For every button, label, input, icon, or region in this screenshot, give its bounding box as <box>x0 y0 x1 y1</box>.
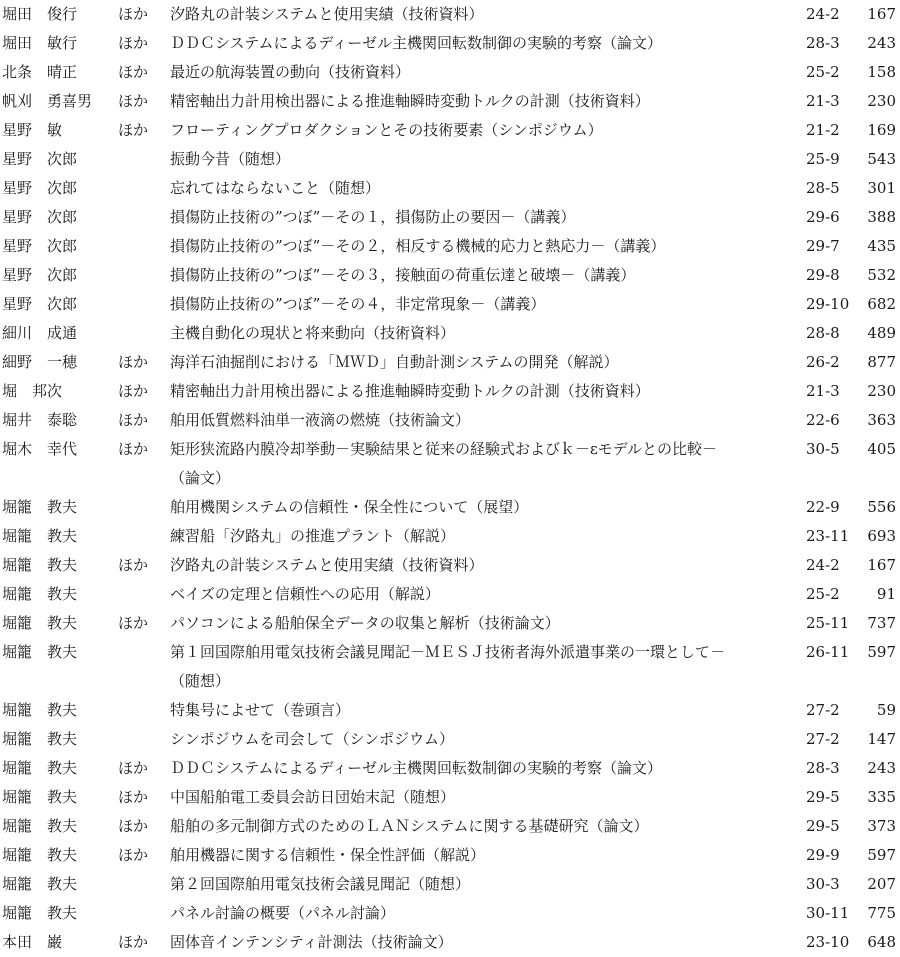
author-name: 堀田 俊行 <box>2 5 78 23</box>
article-title <box>170 145 810 174</box>
index-entry <box>0 609 900 638</box>
article-title-line: 海洋石油掘削における「ＭＷＤ」自動計測システムの開発（解説） <box>170 353 619 371</box>
article-title-line: パソコンによる船舶保全データの収集と解析（技術論文） <box>170 614 560 632</box>
article-title-line: ＤＤＣシステムによるディーゼル主機関回転数制御の実験的考察（論文） <box>170 34 663 52</box>
page-number: 682 <box>867 295 896 313</box>
article-title <box>170 377 810 406</box>
article-title <box>170 87 810 116</box>
article-title <box>170 319 810 348</box>
author-name: 帆刈 勇喜男 <box>2 92 93 110</box>
page-number: 335 <box>867 788 896 806</box>
article-title-line: 第２回国際舶用電気技術会議見聞記（随想） <box>170 875 471 893</box>
page-number: 158 <box>867 63 896 81</box>
page-number: 597 <box>867 643 896 661</box>
volume-issue: 30-5 <box>806 440 840 458</box>
article-title-line: 損傷防止技術の”つぼ”－その４，非定常現象－（講義） <box>170 295 546 313</box>
index-entry <box>0 841 900 870</box>
author-name: 星野 次郎 <box>2 179 78 197</box>
volume-issue: 26-11 <box>806 643 850 661</box>
volume-issue: 22-6 <box>806 411 840 429</box>
page-number: 435 <box>867 237 896 255</box>
article-title <box>170 551 810 580</box>
article-title-line: 舶用低質燃料油単一液滴の燃焼（技術論文） <box>170 411 471 429</box>
coauthors-marker: ほか <box>118 353 149 371</box>
article-title <box>170 638 810 696</box>
coauthors-marker: ほか <box>118 411 149 429</box>
article-title <box>170 261 810 290</box>
page-number: 737 <box>867 614 896 632</box>
volume-issue: 28-3 <box>806 759 840 777</box>
coauthors-marker: ほか <box>118 556 149 574</box>
volume-issue: 21-3 <box>806 92 840 110</box>
volume-issue: 25-2 <box>806 585 840 603</box>
index-entry <box>0 261 900 290</box>
index-entry <box>0 377 900 406</box>
index-entry <box>0 435 900 493</box>
author-name: 堀籠 教夫 <box>2 817 78 835</box>
volume-issue: 29-5 <box>806 817 840 835</box>
coauthors-marker: ほか <box>118 34 149 52</box>
article-title-line: 最近の航海装置の動向（技術資料） <box>170 63 411 81</box>
volume-issue: 29-5 <box>806 788 840 806</box>
article-title-line: シンポジウムを司会して（シンポジウム） <box>170 730 454 748</box>
page-number: 230 <box>867 382 896 400</box>
index-entry <box>0 58 900 87</box>
volume-issue: 21-3 <box>806 382 840 400</box>
index-entry <box>0 174 900 203</box>
article-title-line: ＤＤＣシステムによるディーゼル主機関回転数制御の実験的考察（論文） <box>170 759 663 777</box>
author-name: 堀籠 教夫 <box>2 498 78 516</box>
article-title-line: 損傷防止技術の”つぼ”－その３，接触面の荷重伝達と破壊－（講義） <box>170 266 636 284</box>
author-name: 星野 敏 <box>2 121 63 139</box>
article-title-line: 振動今昔（随想） <box>170 150 291 168</box>
index-entry <box>0 812 900 841</box>
volume-issue: 27-2 <box>806 730 840 748</box>
author-name: 北条 晴正 <box>2 63 78 81</box>
author-name: 堀籠 教夫 <box>2 527 78 545</box>
volume-issue: 27-2 <box>806 701 840 719</box>
article-title-line: 舶用機関システムの信頼性・保全性について（展望） <box>170 498 529 516</box>
volume-issue: 25-11 <box>806 614 850 632</box>
article-title-line: 忘れてはならないこと（随想） <box>170 179 381 197</box>
volume-issue: 29-8 <box>806 266 840 284</box>
article-title <box>170 232 810 261</box>
article-title-line: 第１回国際舶用電気技術会議見聞記－ＭＥＳＪ技術者海外派遣事業の一環として－ <box>170 643 726 661</box>
index-entry <box>0 290 900 319</box>
article-title-line: 汐路丸の計装システムと使用実績（技術資料） <box>170 556 484 574</box>
volume-issue: 24-2 <box>806 5 840 23</box>
page-number: 169 <box>867 121 896 139</box>
index-entry <box>0 87 900 116</box>
volume-issue: 25-2 <box>806 63 840 81</box>
index-entry <box>0 696 900 725</box>
coauthors-marker: ほか <box>118 933 149 951</box>
author-name: 堀籠 教夫 <box>2 643 78 661</box>
index-entry <box>0 116 900 145</box>
article-title <box>170 754 810 783</box>
article-title <box>170 493 810 522</box>
author-name: 本田 巌 <box>2 933 63 951</box>
page-number: 693 <box>867 527 896 545</box>
article-title <box>170 203 810 232</box>
article-title-line: 固体音インテンシティ計測法（技術論文） <box>170 933 453 951</box>
article-title-line: 舶用機器に関する信頼性・保全性評価（解説） <box>170 846 486 864</box>
index-entry <box>0 29 900 58</box>
article-title <box>170 406 810 435</box>
article-title <box>170 725 810 754</box>
author-name: 堀籠 教夫 <box>2 846 78 864</box>
volume-issue: 23-11 <box>806 527 850 545</box>
volume-issue: 22-9 <box>806 498 840 516</box>
article-title-line: 矩形狭流路内膜冷却挙動－実験結果と従来の経験式およびｋ－εモデルとの比較－ <box>170 440 718 458</box>
article-title-line: 船舶の多元制御方式のためのＬＡＮシステムに関する基礎研究（論文） <box>170 817 649 835</box>
article-title-line: ベイズの定理と信頼性への応用（解説） <box>170 585 440 603</box>
article-title <box>170 29 810 58</box>
page-number: 489 <box>867 324 896 342</box>
article-title-line: 特集号によせて（巻頭言） <box>170 701 351 719</box>
article-title <box>170 58 810 87</box>
page-number: 167 <box>867 5 896 23</box>
author-name: 堀籠 教夫 <box>2 875 78 893</box>
author-name: 細川 成通 <box>2 324 78 342</box>
article-title <box>170 870 810 899</box>
page-number: 405 <box>867 440 896 458</box>
page-number: 388 <box>867 208 896 226</box>
index-entry <box>0 348 900 377</box>
author-name: 堀木 幸代 <box>2 440 78 458</box>
index-entry <box>0 522 900 551</box>
page-number: 243 <box>867 759 896 777</box>
volume-issue: 25-9 <box>806 150 840 168</box>
article-title <box>170 580 810 609</box>
coauthors-marker: ほか <box>118 817 149 835</box>
index-entry <box>0 551 900 580</box>
author-name: 堀籠 教夫 <box>2 759 78 777</box>
coauthors-marker: ほか <box>118 63 149 81</box>
article-title-line: 主機自動化の現状と将来動向（技術資料） <box>170 324 456 342</box>
coauthors-marker: ほか <box>118 92 149 110</box>
page-number: 91 <box>876 585 896 603</box>
author-name: 堀籠 教夫 <box>2 556 78 574</box>
article-title-line: 中国船舶電工委員会訪日団始末記（随想） <box>170 788 456 806</box>
page-number: 532 <box>867 266 896 284</box>
article-title-line: フローティングプロダクションとその技術要素（シンポジウム） <box>170 121 603 139</box>
article-title-line: 損傷防止技術の”つぼ”－その１，損傷防止の要因－（講義） <box>170 208 576 226</box>
article-title-continuation: （論文） <box>170 469 231 487</box>
author-name: 堀籠 教夫 <box>2 788 78 806</box>
index-entry <box>0 493 900 522</box>
page-number: 877 <box>867 353 896 371</box>
index-entry <box>0 870 900 899</box>
page-number: 373 <box>867 817 896 835</box>
index-entry <box>0 232 900 261</box>
author-name: 堀田 敏行 <box>2 34 78 52</box>
coauthors-marker: ほか <box>118 5 149 23</box>
page-number: 59 <box>876 701 896 719</box>
volume-issue: 28-8 <box>806 324 840 342</box>
page-number: 167 <box>867 556 896 574</box>
index-entry <box>0 319 900 348</box>
index-entry <box>0 0 900 29</box>
index-entry <box>0 203 900 232</box>
article-title <box>170 696 810 725</box>
index-entry <box>0 725 900 754</box>
author-name: 星野 次郎 <box>2 295 78 313</box>
volume-issue: 24-2 <box>806 556 840 574</box>
index-entry <box>0 638 900 696</box>
article-title-line: 練習船「汐路丸」の推進プラント（解説） <box>170 527 456 545</box>
article-title <box>170 841 810 870</box>
author-name: 星野 次郎 <box>2 150 78 168</box>
author-name: 堀 邦次 <box>2 382 63 400</box>
article-title <box>170 928 810 957</box>
coauthors-marker: ほか <box>118 440 149 458</box>
article-title <box>170 783 810 812</box>
volume-issue: 28-3 <box>806 34 840 52</box>
volume-issue: 29-6 <box>806 208 840 226</box>
volume-issue: 26-2 <box>806 353 840 371</box>
volume-issue: 28-5 <box>806 179 840 197</box>
article-title <box>170 812 810 841</box>
page-number: 648 <box>867 933 896 951</box>
index-entry <box>0 928 900 957</box>
author-name: 星野 次郎 <box>2 237 78 255</box>
author-name: 堀井 泰聡 <box>2 411 78 429</box>
index-entry <box>0 899 900 928</box>
page-number: 147 <box>867 730 896 748</box>
volume-issue: 29-10 <box>806 295 850 313</box>
coauthors-marker: ほか <box>118 846 149 864</box>
author-name: 堀籠 教夫 <box>2 701 78 719</box>
article-title-line: 精密軸出力計用検出器による推進軸瞬時変動トルクの計測（技術資料） <box>170 92 650 110</box>
page-number: 556 <box>867 498 896 516</box>
author-name: 堀籠 教夫 <box>2 614 78 632</box>
index-entry <box>0 580 900 609</box>
article-title <box>170 290 810 319</box>
author-name: 星野 次郎 <box>2 266 78 284</box>
page-number: 543 <box>867 150 896 168</box>
page-number: 775 <box>867 904 896 922</box>
index-entry <box>0 145 900 174</box>
author-name: 星野 次郎 <box>2 208 78 226</box>
index-entry <box>0 406 900 435</box>
page-number: 243 <box>867 34 896 52</box>
article-title <box>170 899 810 928</box>
author-name: 細野 一穂 <box>2 353 78 371</box>
article-title <box>170 522 810 551</box>
page-number: 363 <box>867 411 896 429</box>
volume-issue: 29-7 <box>806 237 840 255</box>
article-title <box>170 348 810 377</box>
volume-issue: 29-9 <box>806 846 840 864</box>
volume-issue: 23-10 <box>806 933 850 951</box>
author-name: 堀籠 教夫 <box>2 585 78 603</box>
page-number: 207 <box>867 875 896 893</box>
coauthors-marker: ほか <box>118 382 149 400</box>
article-title <box>170 435 810 493</box>
page-number: 230 <box>867 92 896 110</box>
index-entry <box>0 754 900 783</box>
article-title <box>170 174 810 203</box>
author-name: 堀籠 教夫 <box>2 904 78 922</box>
article-title-continuation: （随想） <box>170 672 231 690</box>
coauthors-marker: ほか <box>118 759 149 777</box>
article-title <box>170 609 810 638</box>
author-name: 堀籠 教夫 <box>2 730 78 748</box>
coauthors-marker: ほか <box>118 121 149 139</box>
article-title <box>170 0 810 29</box>
article-title-line: 損傷防止技術の”つぼ”－その２，相反する機械的応力と熱応力－（講義） <box>170 237 666 255</box>
page-number: 597 <box>867 846 896 864</box>
article-title-line: パネル討論の概要（パネル討論） <box>170 904 396 922</box>
volume-issue: 21-2 <box>806 121 840 139</box>
article-title-line: 精密軸出力計用検出器による推進軸瞬時変動トルクの計測（技術資料） <box>170 382 650 400</box>
page-number: 301 <box>867 179 896 197</box>
volume-issue: 30-3 <box>806 875 840 893</box>
article-title-line: 汐路丸の計装システムと使用実績（技術資料） <box>170 5 484 23</box>
volume-issue: 30-11 <box>806 904 850 922</box>
index-entry <box>0 783 900 812</box>
coauthors-marker: ほか <box>118 788 149 806</box>
coauthors-marker: ほか <box>118 614 149 632</box>
article-title <box>170 116 810 145</box>
